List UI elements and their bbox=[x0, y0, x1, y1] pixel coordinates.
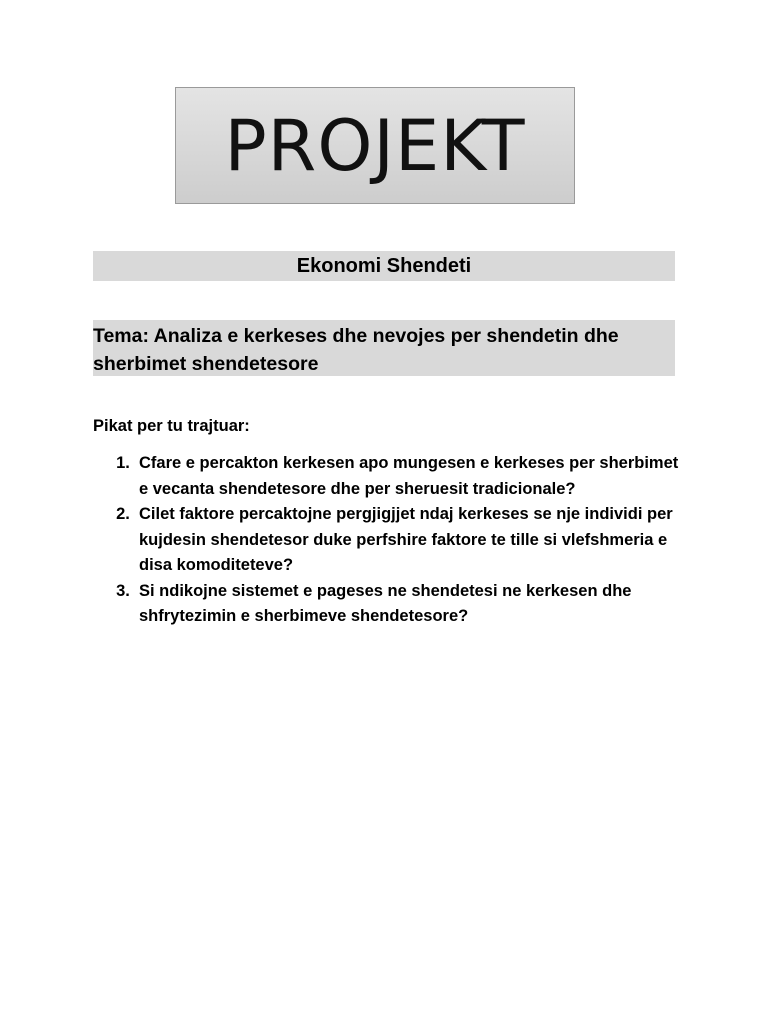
list-item-number: 3. bbox=[116, 581, 130, 600]
list-item-text: Cfare e percakton kerkesen apo mungesen e kerkeses per sherbimet e vecanta shendetesore dhe per sheruesit tradicionale? bbox=[139, 454, 679, 498]
subject-heading: Ekonomi Shendeti bbox=[296, 254, 472, 277]
list-item-number: 1. bbox=[116, 454, 130, 472]
list-item-text: Si ndikojne sistemet e pageses ne shendetesi ne kerkesen dhe shfrytezimin e sherbimeve shendetesore? bbox=[139, 581, 632, 625]
title-box bbox=[175, 87, 575, 204]
list-item bbox=[93, 579, 683, 630]
list-item bbox=[93, 451, 683, 502]
list-item-number: 2. bbox=[116, 505, 130, 523]
document-title: PROJEKT bbox=[224, 104, 526, 187]
points-list bbox=[93, 451, 683, 630]
points-heading: Pikat per tu trajtuar: bbox=[93, 417, 250, 435]
topic-bar bbox=[93, 320, 675, 376]
list-item bbox=[93, 502, 683, 579]
list-item-text: Cilet faktore percaktojne pergjigjjet ndaj kerkeses se nje individi per kujdesin shendetesor duke perfshire faktore te tille si vlefshmeria e disa komoditeteve? bbox=[139, 505, 673, 574]
subject-bar bbox=[93, 251, 675, 281]
topic-heading: Tema: Analiza e kerkeses dhe nevojes per shendetin dhe sherbimet shendetesore bbox=[93, 325, 619, 375]
